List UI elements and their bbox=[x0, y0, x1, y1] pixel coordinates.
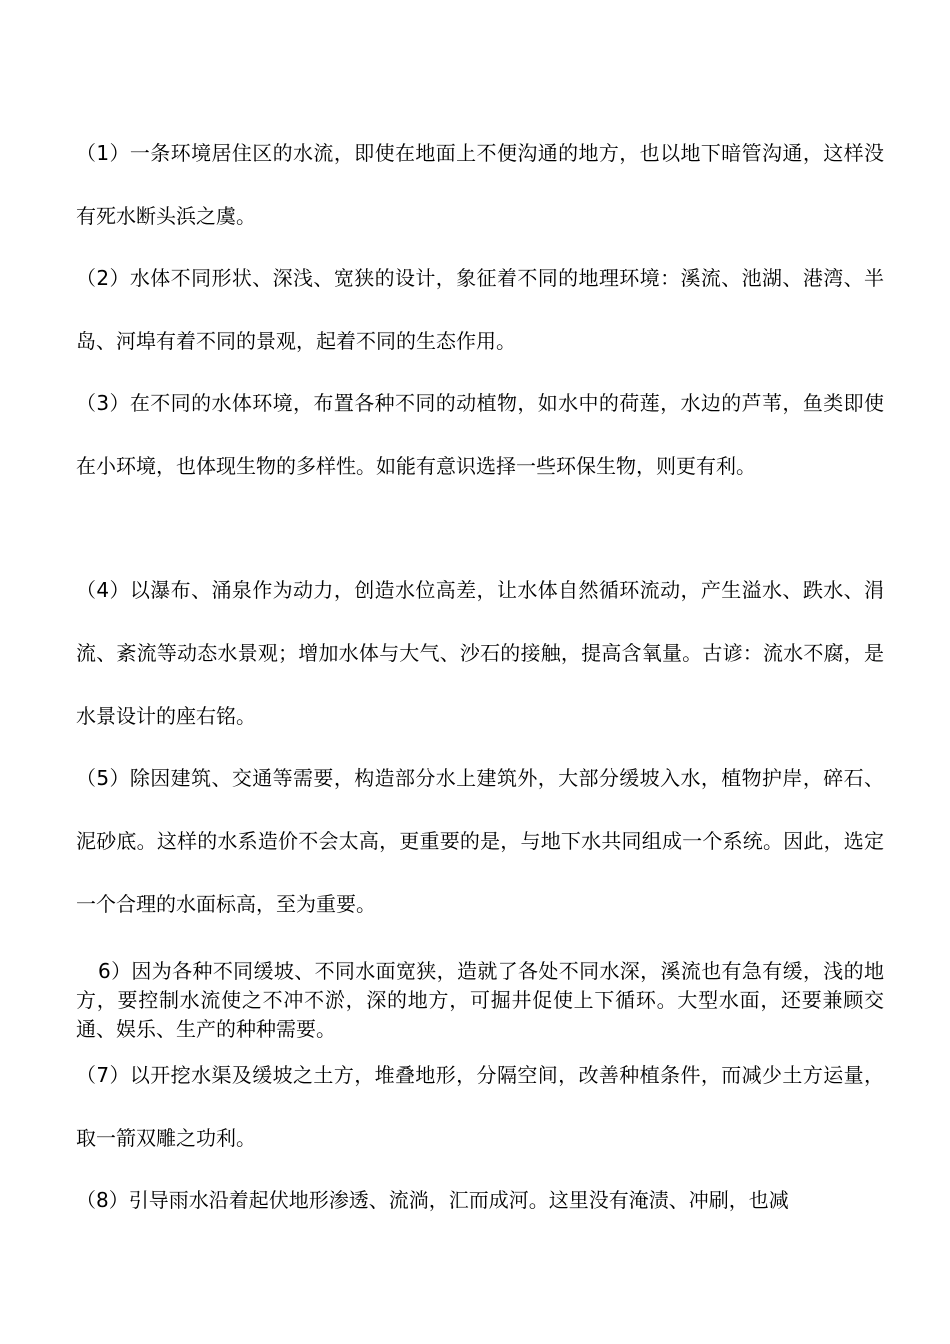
paragraph-5: （5）除因建筑、交通等需要，构造部分水上建筑外，大部分缓坡入水，植物护岸，碎石、泥砂底。这样的水系造价不会太高，更重要的是，与地下水共同组成一个系统。因此，选定一个合理的水面标高，至为重要。 bbox=[76, 766, 884, 916]
paragraph-4: （4）以瀑布、涌泉作为动力，创造水位高差，让水体自然循环流动，产生溢水、跌水、涓流、紊流等动态水景观；增加水体与大气、沙石的接触，提高含氧量。古谚：流水不腐，是水景设计的座右铭。 bbox=[76, 578, 884, 728]
paragraph-8: （8）引导雨水沿着起伏地形渗透、流淌，汇而成河。这里没有淹渍、冲刷，也减 bbox=[76, 1188, 789, 1212]
paragraph-6: 6）因为各种不同缓坡、不同水面宽狭，造就了各处不同水深，溪流也有急有缓，浅的地方，要控制水流使之不冲不淤，深的地方，可掘井促使上下循环。大型水面，还要兼顾交通、娱乐、生产的种种需要。 bbox=[76, 959, 884, 1041]
paragraph-2: （2）水体不同形状、深浅、宽狭的设计，象征着不同的地理环境：溪流、池湖、港湾、半岛、河埠有着不同的景观，起着不同的生态作用。 bbox=[76, 266, 884, 353]
paragraph-3: （3）在不同的水体环境，布置各种不同的动植物，如水中的荷莲，水边的芦苇，鱼类即使在小环境，也体现生物的多样性。如能有意识选择一些环保生物，则更有利。 bbox=[76, 391, 884, 478]
paragraph-1: （1）一条环境居住区的水流，即使在地面上不便沟通的地方，也以地下暗管沟通，这样没有死水断头浜之虞。 bbox=[76, 141, 884, 228]
paragraph-7: （7）以开挖水渠及缓坡之土方，堆叠地形，分隔空间，改善种植条件，而减少土方运量，取一箭双雕之功利。 bbox=[76, 1063, 884, 1150]
